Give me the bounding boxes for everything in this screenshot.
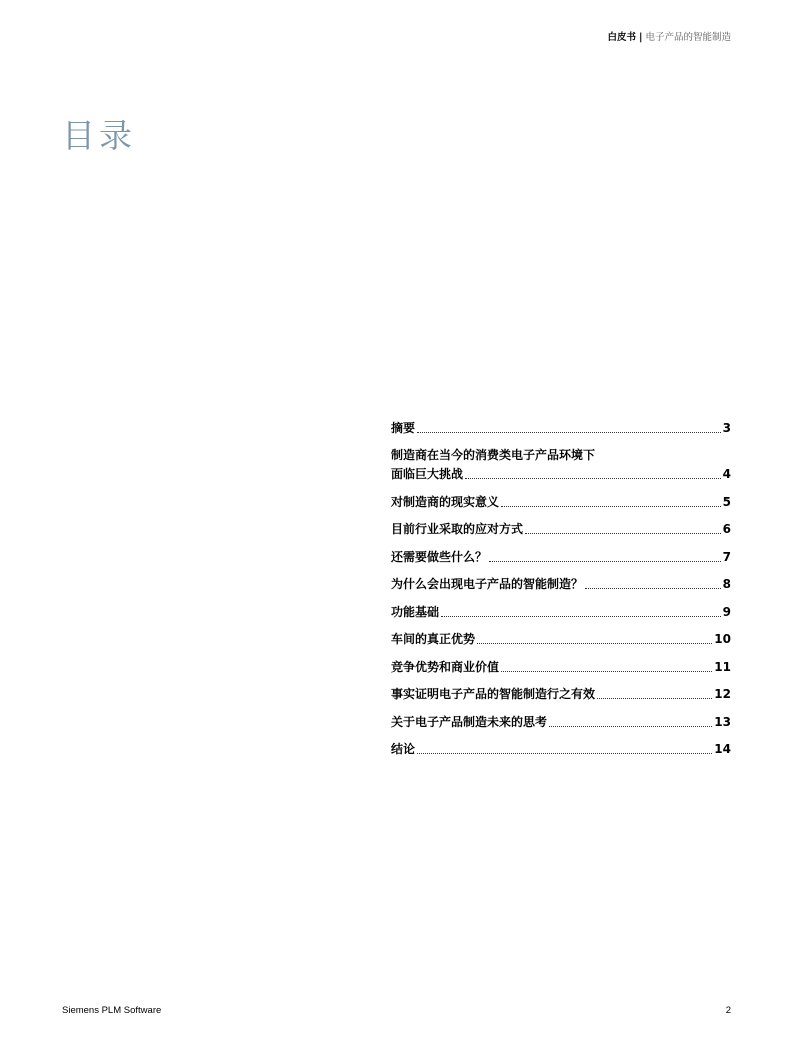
toc-entry-label: 结论 xyxy=(391,742,416,756)
toc-entry-label: 为什么会出现电子产品的智能制造？ xyxy=(391,577,584,591)
dot-leader xyxy=(585,587,721,589)
header-separator: | xyxy=(639,32,643,43)
dot-leader xyxy=(477,642,712,644)
footer-brand: Siemens PLM Software xyxy=(62,1005,162,1016)
toc-entry-current-approach[interactable] xyxy=(391,519,731,539)
toc-entry-label: 还需要做些什么？ xyxy=(391,549,488,564)
toc-entry-label: 关于电子产品制造未来的思考 xyxy=(391,714,548,729)
toc-entry-page: 12 xyxy=(714,687,731,701)
toc-entry-page: 14 xyxy=(714,742,731,756)
dot-leader xyxy=(441,615,721,617)
toc-entry-label: 目前行业采取的应对方式 xyxy=(391,522,524,536)
toc-entry-page: 5 xyxy=(722,494,731,509)
dot-leader xyxy=(597,697,712,699)
document-type: 白皮书 xyxy=(607,32,636,43)
footer-page-number: 2 xyxy=(725,1005,731,1016)
toc-entry-page: 9 xyxy=(722,604,731,619)
toc-entry-page: 8 xyxy=(722,577,731,591)
toc-entry-page: 7 xyxy=(722,549,731,564)
toc-entry-label: 功能基础 xyxy=(391,604,440,619)
toc-entry-label: 车间的真正优势 xyxy=(391,632,476,646)
toc-entry-challenges[interactable] xyxy=(391,446,731,484)
toc-entry-page: 11 xyxy=(714,659,731,674)
toc-entry-page: 10 xyxy=(714,632,731,646)
toc-entry-label: 对制造商的现实意义 xyxy=(391,494,500,509)
toc-entry-why-smart-manufacturing[interactable] xyxy=(391,574,731,594)
toc-entry-label: 竞争优势和商业价值 xyxy=(391,659,500,674)
toc-entry-page: 4 xyxy=(722,466,731,481)
dot-leader xyxy=(525,532,721,534)
toc-entry-label: 摘要 xyxy=(391,421,416,435)
dot-leader xyxy=(501,505,721,507)
toc-entry-conclusion[interactable] xyxy=(391,739,731,759)
toc-entry-future[interactable] xyxy=(391,712,731,732)
toc-entry-label: 面临巨大挑战 xyxy=(391,466,464,481)
toc-entry-business-value[interactable] xyxy=(391,657,731,677)
document-title: 电子产品的智能制造 xyxy=(645,32,731,43)
dot-leader xyxy=(549,725,712,727)
dot-leader xyxy=(417,752,712,754)
dot-leader xyxy=(501,670,712,672)
toc-entry-page: 3 xyxy=(722,421,731,435)
toc-entry-page: 6 xyxy=(722,522,731,536)
toc-entry-shopfloor-advantage[interactable] xyxy=(391,629,731,649)
toc-entry-abstract[interactable] xyxy=(391,418,731,438)
toc-entry-label: 事实证明电子产品的智能制造行之有效 xyxy=(391,687,596,701)
toc-entry-label-line1: 制造商在当今的消费类电子产品环境下 xyxy=(391,447,596,462)
dot-leader xyxy=(417,431,721,433)
toc-entry-page: 13 xyxy=(714,714,731,729)
toc-entry-significance[interactable] xyxy=(391,492,731,512)
dot-leader xyxy=(465,477,721,479)
toc-entry-proof[interactable] xyxy=(391,684,731,704)
toc-entry-foundation[interactable] xyxy=(391,602,731,622)
dot-leader xyxy=(489,560,721,562)
toc-entry-what-else[interactable] xyxy=(391,547,731,567)
page-title: 目录 xyxy=(62,116,136,155)
running-header xyxy=(607,31,731,45)
table-of-contents xyxy=(391,418,731,767)
